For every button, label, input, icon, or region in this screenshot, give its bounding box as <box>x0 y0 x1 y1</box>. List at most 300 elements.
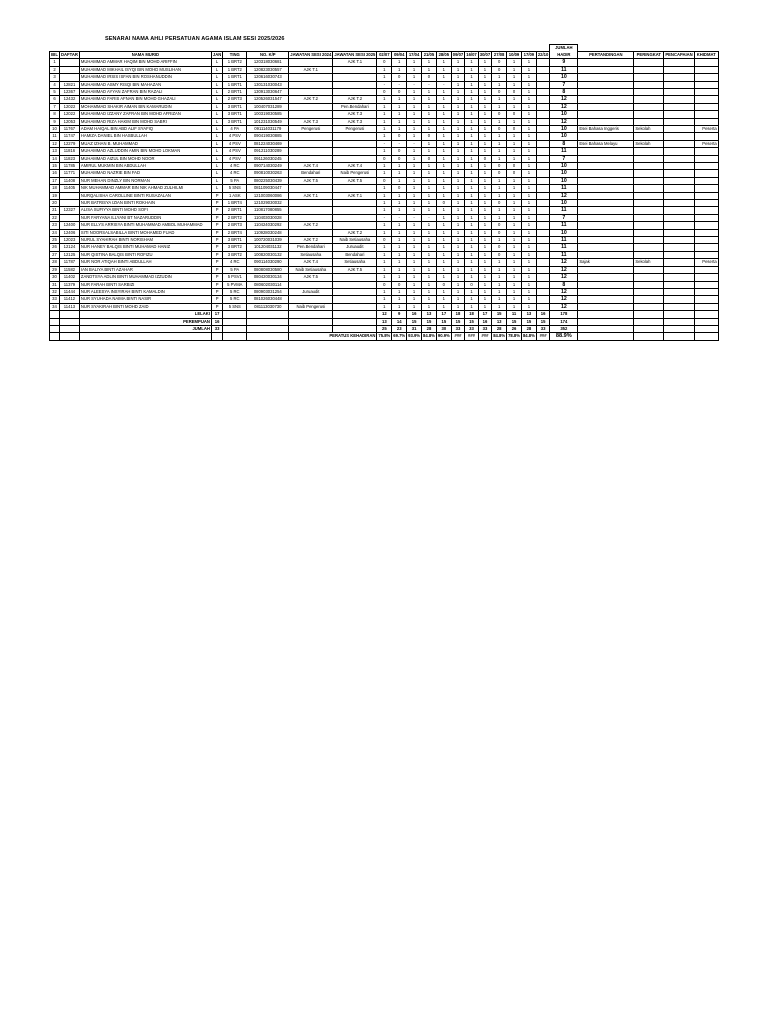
cell-attendance: 1 <box>407 66 422 73</box>
cell-attendance: 1 <box>436 296 451 303</box>
cell-jawatan-2025 <box>333 66 377 73</box>
cell-attendance: 1 <box>451 229 464 236</box>
cell-attendance <box>536 303 549 310</box>
cell-ting: 5 SNS <box>223 185 247 192</box>
cell-ting: 1 BRT1 <box>223 74 247 81</box>
cell-nama: NUR FARYANA ILLYANI BT NAZARUDDIN <box>79 214 211 221</box>
cell-khidmat <box>694 155 718 162</box>
cell-daftar: 12125 <box>60 251 80 258</box>
table-row <box>50 288 719 295</box>
cell-peringkat <box>634 200 664 207</box>
cell-pencapaian <box>664 133 694 140</box>
cell-jawatan-2024 <box>289 200 333 207</box>
cell-khidmat <box>694 59 718 66</box>
cell-attendance: 1 <box>507 81 522 88</box>
cell-attendance: 1 <box>465 163 478 170</box>
cell-attendance: 1 <box>436 118 451 125</box>
cell-pencapaian <box>664 288 694 295</box>
totals-attendance: 15 <box>451 318 464 325</box>
cell-nokp: 120526031547 <box>247 96 289 103</box>
cell-peringkat <box>634 281 664 288</box>
cell-attendance: 1 <box>465 88 478 95</box>
table-row <box>50 200 719 207</box>
cell-nokp: 080420030134 <box>247 274 289 281</box>
cell-nama: NUR FARAH BINTI SARBIZI <box>79 281 211 288</box>
cell-bil: 14 <box>50 155 60 162</box>
cell-hadir: 10 <box>550 163 578 170</box>
cell-attendance: 1 <box>436 288 451 295</box>
cell-attendance: 1 <box>436 59 451 66</box>
cell-attendance: 0 <box>392 74 407 81</box>
table-row <box>50 111 719 118</box>
cell-attendance: 1 <box>436 222 451 229</box>
cell-daftar: 12023 <box>60 237 80 244</box>
cell-nokp: 080602030114 <box>247 281 289 288</box>
cell-attendance: 0 <box>492 111 507 118</box>
cell-pencapaian <box>664 111 694 118</box>
cell-daftar: 12367 <box>60 88 80 95</box>
cell-pertandingan: Esei Bahasa Melayu <box>578 140 634 147</box>
cell-ting: 5 PSV1 <box>223 274 247 281</box>
header-pertandingan: PERTANDINGAN <box>578 51 634 58</box>
cell-attendance: 1 <box>407 111 422 118</box>
cell-hadir: 11 <box>550 185 578 192</box>
cell-bil: 31 <box>50 281 60 288</box>
totals-attendance: 14 <box>392 318 407 325</box>
cell-jawatan-2025: AJK T.5 <box>333 266 377 273</box>
cell-bil: 6 <box>50 96 60 103</box>
cell-attendance <box>536 155 549 162</box>
header-date: 02/07 <box>377 51 392 58</box>
table-row <box>50 66 719 73</box>
kehadiran-value: 90.9% <box>437 333 450 339</box>
cell-attendance: 1 <box>507 103 522 110</box>
cell-jawatan-2025: AJK T.2 <box>333 96 377 103</box>
cell-nokp: 121029030032 <box>247 200 289 207</box>
cell-pertandingan <box>578 177 634 184</box>
cell-pencapaian <box>664 177 694 184</box>
cell-peringkat <box>634 229 664 236</box>
cell-attendance: 1 <box>521 118 536 125</box>
cell-khidmat <box>694 229 718 236</box>
totals-attendance: 15 <box>422 318 437 325</box>
totals-hadir: 352 <box>550 325 578 332</box>
cell-jawatan-2025 <box>333 200 377 207</box>
cell-attendance: 1 <box>392 266 407 273</box>
cell-jawatan-2025 <box>333 214 377 221</box>
totals-attendance: 12 <box>377 311 392 318</box>
cell-attendance: 1 <box>422 222 437 229</box>
cell-pencapaian <box>664 214 694 221</box>
cell-jan: P <box>211 281 222 288</box>
cell-attendance: 1 <box>492 118 507 125</box>
cell-attendance: 1 <box>422 192 437 199</box>
cell-daftar: 11412 <box>60 296 80 303</box>
cell-nokp: 110928030248 <box>247 229 289 236</box>
cell-attendance: 1 <box>465 303 478 310</box>
cell-empty <box>50 311 60 318</box>
cell-attendance: 1 <box>407 185 422 192</box>
cell-khidmat <box>694 237 718 244</box>
cell-hadir: 12 <box>550 288 578 295</box>
cell-attendance: 1 <box>507 244 522 251</box>
cell-pertandingan <box>578 74 634 81</box>
kehadiran-value: 84.8% <box>423 333 435 339</box>
cell-attendance: 1 <box>407 74 422 81</box>
cell-jawatan-2025: AJK T.2 <box>333 229 377 236</box>
cell-ting: 4 RC <box>223 163 247 170</box>
cell-jawatan-2025: Naib Setiausaha <box>333 237 377 244</box>
cell-attendance: 1 <box>377 170 392 177</box>
totals-hadir: 174 <box>550 318 578 325</box>
cell-pencapaian <box>664 88 694 95</box>
cell-attendance: 1 <box>521 163 536 170</box>
cell-pencapaian <box>664 125 694 132</box>
table-row <box>50 281 719 288</box>
cell-nokp: 100319030585 <box>247 111 289 118</box>
cell-jawatan-2024: Setiausaha <box>289 251 333 258</box>
cell-peringkat <box>634 251 664 258</box>
cell-attendance: 1 <box>436 192 451 199</box>
cell-jawatan-2025 <box>333 296 377 303</box>
cell-khidmat <box>694 177 718 184</box>
cell-jan: P <box>211 222 222 229</box>
cell-attendance: 1 <box>377 125 392 132</box>
cell-attendance: 1 <box>492 237 507 244</box>
cell-attendance: 1 <box>465 111 478 118</box>
cell-pencapaian <box>664 192 694 199</box>
cell-attendance: 1 <box>478 274 491 281</box>
cell-attendance: 0 <box>492 200 507 207</box>
cell-empty <box>247 333 289 340</box>
cell-attendance: 1 <box>492 281 507 288</box>
cell-attendance: 1 <box>451 118 464 125</box>
cell-jawatan-2024 <box>289 207 333 214</box>
cell-nokp: 110817080855 <box>247 207 289 214</box>
cell-attendance: - <box>436 81 451 88</box>
cell-nokp: 091211030289 <box>247 148 289 155</box>
cell-attendance: 1 <box>478 266 491 273</box>
totals-attendance: 13 <box>377 318 392 325</box>
cell-empty <box>223 325 247 332</box>
header-date: 17/04 <box>407 51 422 58</box>
header-nokp: NO. K/P <box>247 51 289 58</box>
cell-attendance: 1 <box>436 96 451 103</box>
cell-jawatan-2024: AJK T.4 <box>289 259 333 266</box>
cell-daftar: 11582 <box>60 266 80 273</box>
cell-jawatan-2025 <box>333 81 377 88</box>
cell-attendance: 1 <box>507 274 522 281</box>
cell-attendance: 1 <box>492 207 507 214</box>
cell-attendance: 0 <box>492 163 507 170</box>
cell-attendance: 1 <box>465 170 478 177</box>
cell-attendance: 1 <box>392 259 407 266</box>
cell-attendance: 1 <box>407 296 422 303</box>
cell-attendance: 1 <box>407 259 422 266</box>
cell-attendance: 1 <box>377 103 392 110</box>
cell-pencapaian <box>664 148 694 155</box>
cell-attendance: 0 <box>392 133 407 140</box>
cell-pencapaian <box>664 259 694 266</box>
cell-empty <box>333 311 377 318</box>
cell-attendance: 1 <box>392 177 407 184</box>
cell-pertandingan <box>578 148 634 155</box>
cell-jan: L <box>211 103 222 110</box>
cell-hadir: 12 <box>550 266 578 273</box>
cell-attendance: 1 <box>451 66 464 73</box>
cell-ting: 2 BRT1 <box>223 207 247 214</box>
header-date: 21/05 <box>422 51 437 58</box>
cell-hadir: 10 <box>550 74 578 81</box>
cell-bil: 16 <box>50 170 60 177</box>
cell-attendance: 0 <box>377 237 392 244</box>
cell-attendance: 1 <box>465 207 478 214</box>
cell-attendance <box>536 96 549 103</box>
cell-pertandingan <box>578 163 634 170</box>
cell-ting: 5 RC <box>223 288 247 295</box>
totals-attendance: 16 <box>536 311 549 318</box>
cell-hadir: 10 <box>550 229 578 236</box>
cell-attendance: - <box>377 214 392 221</box>
cell-attendance <box>536 214 549 221</box>
cell-pencapaian <box>664 118 694 125</box>
cell-attendance: 1 <box>451 185 464 192</box>
totals-attendance: 33 <box>478 325 491 332</box>
cell-jawatan-2025: Naib Pengerusi <box>333 170 377 177</box>
cell-attendance: 1 <box>521 222 536 229</box>
cell-pertandingan <box>578 266 634 273</box>
cell-attendance: 0 <box>392 281 407 288</box>
cell-attendance: 1 <box>377 229 392 236</box>
cell-attendance: 1 <box>478 103 491 110</box>
cell-empty <box>578 311 634 318</box>
cell-attendance: 1 <box>377 207 392 214</box>
cell-pertandingan <box>578 192 634 199</box>
cell-attendance: 1 <box>377 185 392 192</box>
cell-ting: 4 PSV <box>223 140 247 147</box>
cell-jan: L <box>211 163 222 170</box>
table-row <box>50 303 719 310</box>
cell-jan: P <box>211 192 222 199</box>
cell-hadir: 12 <box>550 303 578 310</box>
cell-attendance: 1 <box>507 96 522 103</box>
cell-peringkat <box>634 155 664 162</box>
cell-empty <box>694 325 718 332</box>
cell-empty <box>634 318 664 325</box>
cell-nokp: 081224030469 <box>247 140 289 147</box>
totals-attendance: 15 <box>521 318 536 325</box>
cell-attendance <box>536 288 549 295</box>
cell-bil: 20 <box>50 200 60 207</box>
cell-hadir: 12 <box>550 274 578 281</box>
cell-attendance: 0 <box>492 88 507 95</box>
cell-nokp: 110403030028 <box>247 214 289 221</box>
cell-attendance: 1 <box>465 133 478 140</box>
cell-attendance: 1 <box>465 66 478 73</box>
cell-attendance: 0 <box>392 185 407 192</box>
cell-nokp: 091114031179 <box>247 125 289 132</box>
cell-daftar: 12432 <box>60 96 80 103</box>
cell-attendance <box>536 266 549 273</box>
cell-attendance: 1 <box>507 74 522 81</box>
cell-attendance: 1 <box>392 192 407 199</box>
cell-daftar <box>60 66 80 73</box>
cell-nokp: 081026030448 <box>247 296 289 303</box>
cell-nama: MUHAMMAD NAZRIE BIN FAD <box>79 170 211 177</box>
cell-attendance: 1 <box>478 66 491 73</box>
cell-khidmat <box>694 185 718 192</box>
cell-attendance: 1 <box>521 170 536 177</box>
cell-khidmat: Peserta <box>694 125 718 132</box>
cell-empty <box>578 333 634 340</box>
cell-daftar <box>60 74 80 81</box>
totals-attendance: 23 <box>392 325 407 332</box>
cell-attendance: 1 <box>436 66 451 73</box>
cell-hadir: 10 <box>550 133 578 140</box>
cell-peringkat <box>634 207 664 214</box>
header-jan: JAN <box>212 51 222 57</box>
cell-attendance: 1 <box>407 133 422 140</box>
header-date: 17/09 <box>521 51 536 58</box>
cell-attendance <box>536 111 549 118</box>
cell-peringkat <box>634 244 664 251</box>
cell-attendance: 1 <box>507 259 522 266</box>
cell-attendance: 1 <box>407 96 422 103</box>
cell-empty <box>247 318 289 325</box>
cell-attendance: 1 <box>521 96 536 103</box>
kehadiran-total: 88.9% <box>550 333 578 340</box>
totals-attendance: 26 <box>507 325 522 332</box>
cell-daftar: 11787 <box>60 259 80 266</box>
cell-khidmat <box>694 274 718 281</box>
cell-pertandingan <box>578 244 634 251</box>
cell-hadir: 9 <box>550 59 578 66</box>
table-row <box>50 118 719 125</box>
cell-daftar: 12022 <box>60 111 80 118</box>
cell-jan: L <box>211 133 222 140</box>
cell-attendance: 1 <box>478 118 491 125</box>
cell-attendance: 1 <box>478 192 491 199</box>
cell-attendance: 0 <box>465 281 478 288</box>
cell-jawatan-2024: Bendahari <box>289 170 333 177</box>
table-row <box>50 207 719 214</box>
cell-jan: L <box>211 148 222 155</box>
table-row <box>50 192 719 199</box>
cell-empty <box>223 318 247 325</box>
cell-nokp: 090714030249 <box>247 163 289 170</box>
cell-attendance: 1 <box>377 133 392 140</box>
cell-pertandingan <box>578 88 634 95</box>
table-row <box>50 74 719 81</box>
cell-attendance: 1 <box>407 192 422 199</box>
cell-jawatan-2024 <box>289 148 333 155</box>
cell-bil: 27 <box>50 251 60 258</box>
cell-attendance: 1 <box>377 111 392 118</box>
cell-attendance: 0 <box>507 163 522 170</box>
cell-pertandingan <box>578 222 634 229</box>
cell-attendance: 1 <box>492 140 507 147</box>
cell-attendance: 0 <box>492 59 507 66</box>
cell-attendance: 1 <box>478 185 491 192</box>
cell-empty <box>664 333 694 340</box>
cell-jan: L <box>211 177 222 184</box>
cell-attendance: 1 <box>521 133 536 140</box>
kehadiran-label: PERATUS KEHADIRAN <box>289 333 377 340</box>
cell-nama: MUHAMMAD IRSIS ISFAN BIN ROSHANUDDIN <box>79 74 211 81</box>
cell-jawatan-2025 <box>333 140 377 147</box>
cell-attendance <box>536 133 549 140</box>
cell-ting: 5 PA <box>223 177 247 184</box>
cell-pencapaian <box>664 185 694 192</box>
cell-attendance: 1 <box>422 177 437 184</box>
header-pencapaian: PENCAPAIAN <box>665 51 693 57</box>
cell-jawatan-2024 <box>289 281 333 288</box>
cell-peringkat <box>634 81 664 88</box>
cell-attendance: 1 <box>451 96 464 103</box>
cell-nokp: 080903031254 <box>247 288 289 295</box>
cell-attendance: 0 <box>392 88 407 95</box>
cell-nama: MUHAMMAD RIZA HAKIM BIN MOHD SABRI <box>79 118 211 125</box>
cell-hadir: 7 <box>550 155 578 162</box>
cell-attendance: 1 <box>507 288 522 295</box>
cell-nama: NUR HANEY BALQIS BINTI MUHAMAD HANIZ <box>79 244 211 251</box>
cell-empty <box>664 325 694 332</box>
cell-attendance <box>536 177 549 184</box>
cell-daftar: 11405 <box>60 185 80 192</box>
cell-attendance: 1 <box>478 288 491 295</box>
cell-attendance: 1 <box>407 281 422 288</box>
cell-daftar: 11816 <box>60 148 80 155</box>
cell-attendance: 1 <box>422 266 437 273</box>
cell-attendance: 1 <box>521 74 536 81</box>
cell-attendance: 1 <box>422 88 437 95</box>
totals-attendance: 15 <box>465 318 478 325</box>
cell-attendance: 1 <box>377 163 392 170</box>
cell-attendance: 1 <box>422 288 437 295</box>
cell-hadir: 7 <box>550 214 578 221</box>
cell-hadir: 8 <box>550 140 578 147</box>
cell-nokp: 101231030549 <box>247 118 289 125</box>
cell-jan: L <box>211 111 222 118</box>
cell-attendance: 1 <box>451 259 464 266</box>
cell-nokp: 090419030885 <box>247 133 289 140</box>
cell-attendance: 1 <box>377 296 392 303</box>
header-peringkat: PERINGKAT <box>634 51 664 58</box>
cell-ting: 3 BRT2 <box>223 251 247 258</box>
cell-nokp: 090810030263 <box>247 170 289 177</box>
cell-empty <box>60 333 80 340</box>
cell-attendance: 1 <box>507 207 522 214</box>
cell-khidmat <box>694 244 718 251</box>
cell-jawatan-2025 <box>333 185 377 192</box>
kehadiran-value: 84.8% <box>522 333 535 339</box>
cell-attendance: 0 <box>507 88 522 95</box>
cell-pertandingan <box>578 288 634 295</box>
table-body <box>50 59 719 340</box>
cell-attendance: 1 <box>436 133 451 140</box>
cell-attendance: 1 <box>377 251 392 258</box>
cell-attendance: 1 <box>521 59 536 66</box>
cell-jawatan-2025: Pengerusi <box>333 125 377 132</box>
cell-jawatan-2025: Setiausaha <box>333 259 377 266</box>
cell-attendance: 0 <box>492 222 507 229</box>
cell-attendance: 1 <box>377 74 392 81</box>
cell-bil: 28 <box>50 259 60 266</box>
cell-attendance <box>536 281 549 288</box>
cell-attendance: 1 <box>422 200 437 207</box>
cell-attendance: 1 <box>392 274 407 281</box>
cell-hadir: 11 <box>550 244 578 251</box>
